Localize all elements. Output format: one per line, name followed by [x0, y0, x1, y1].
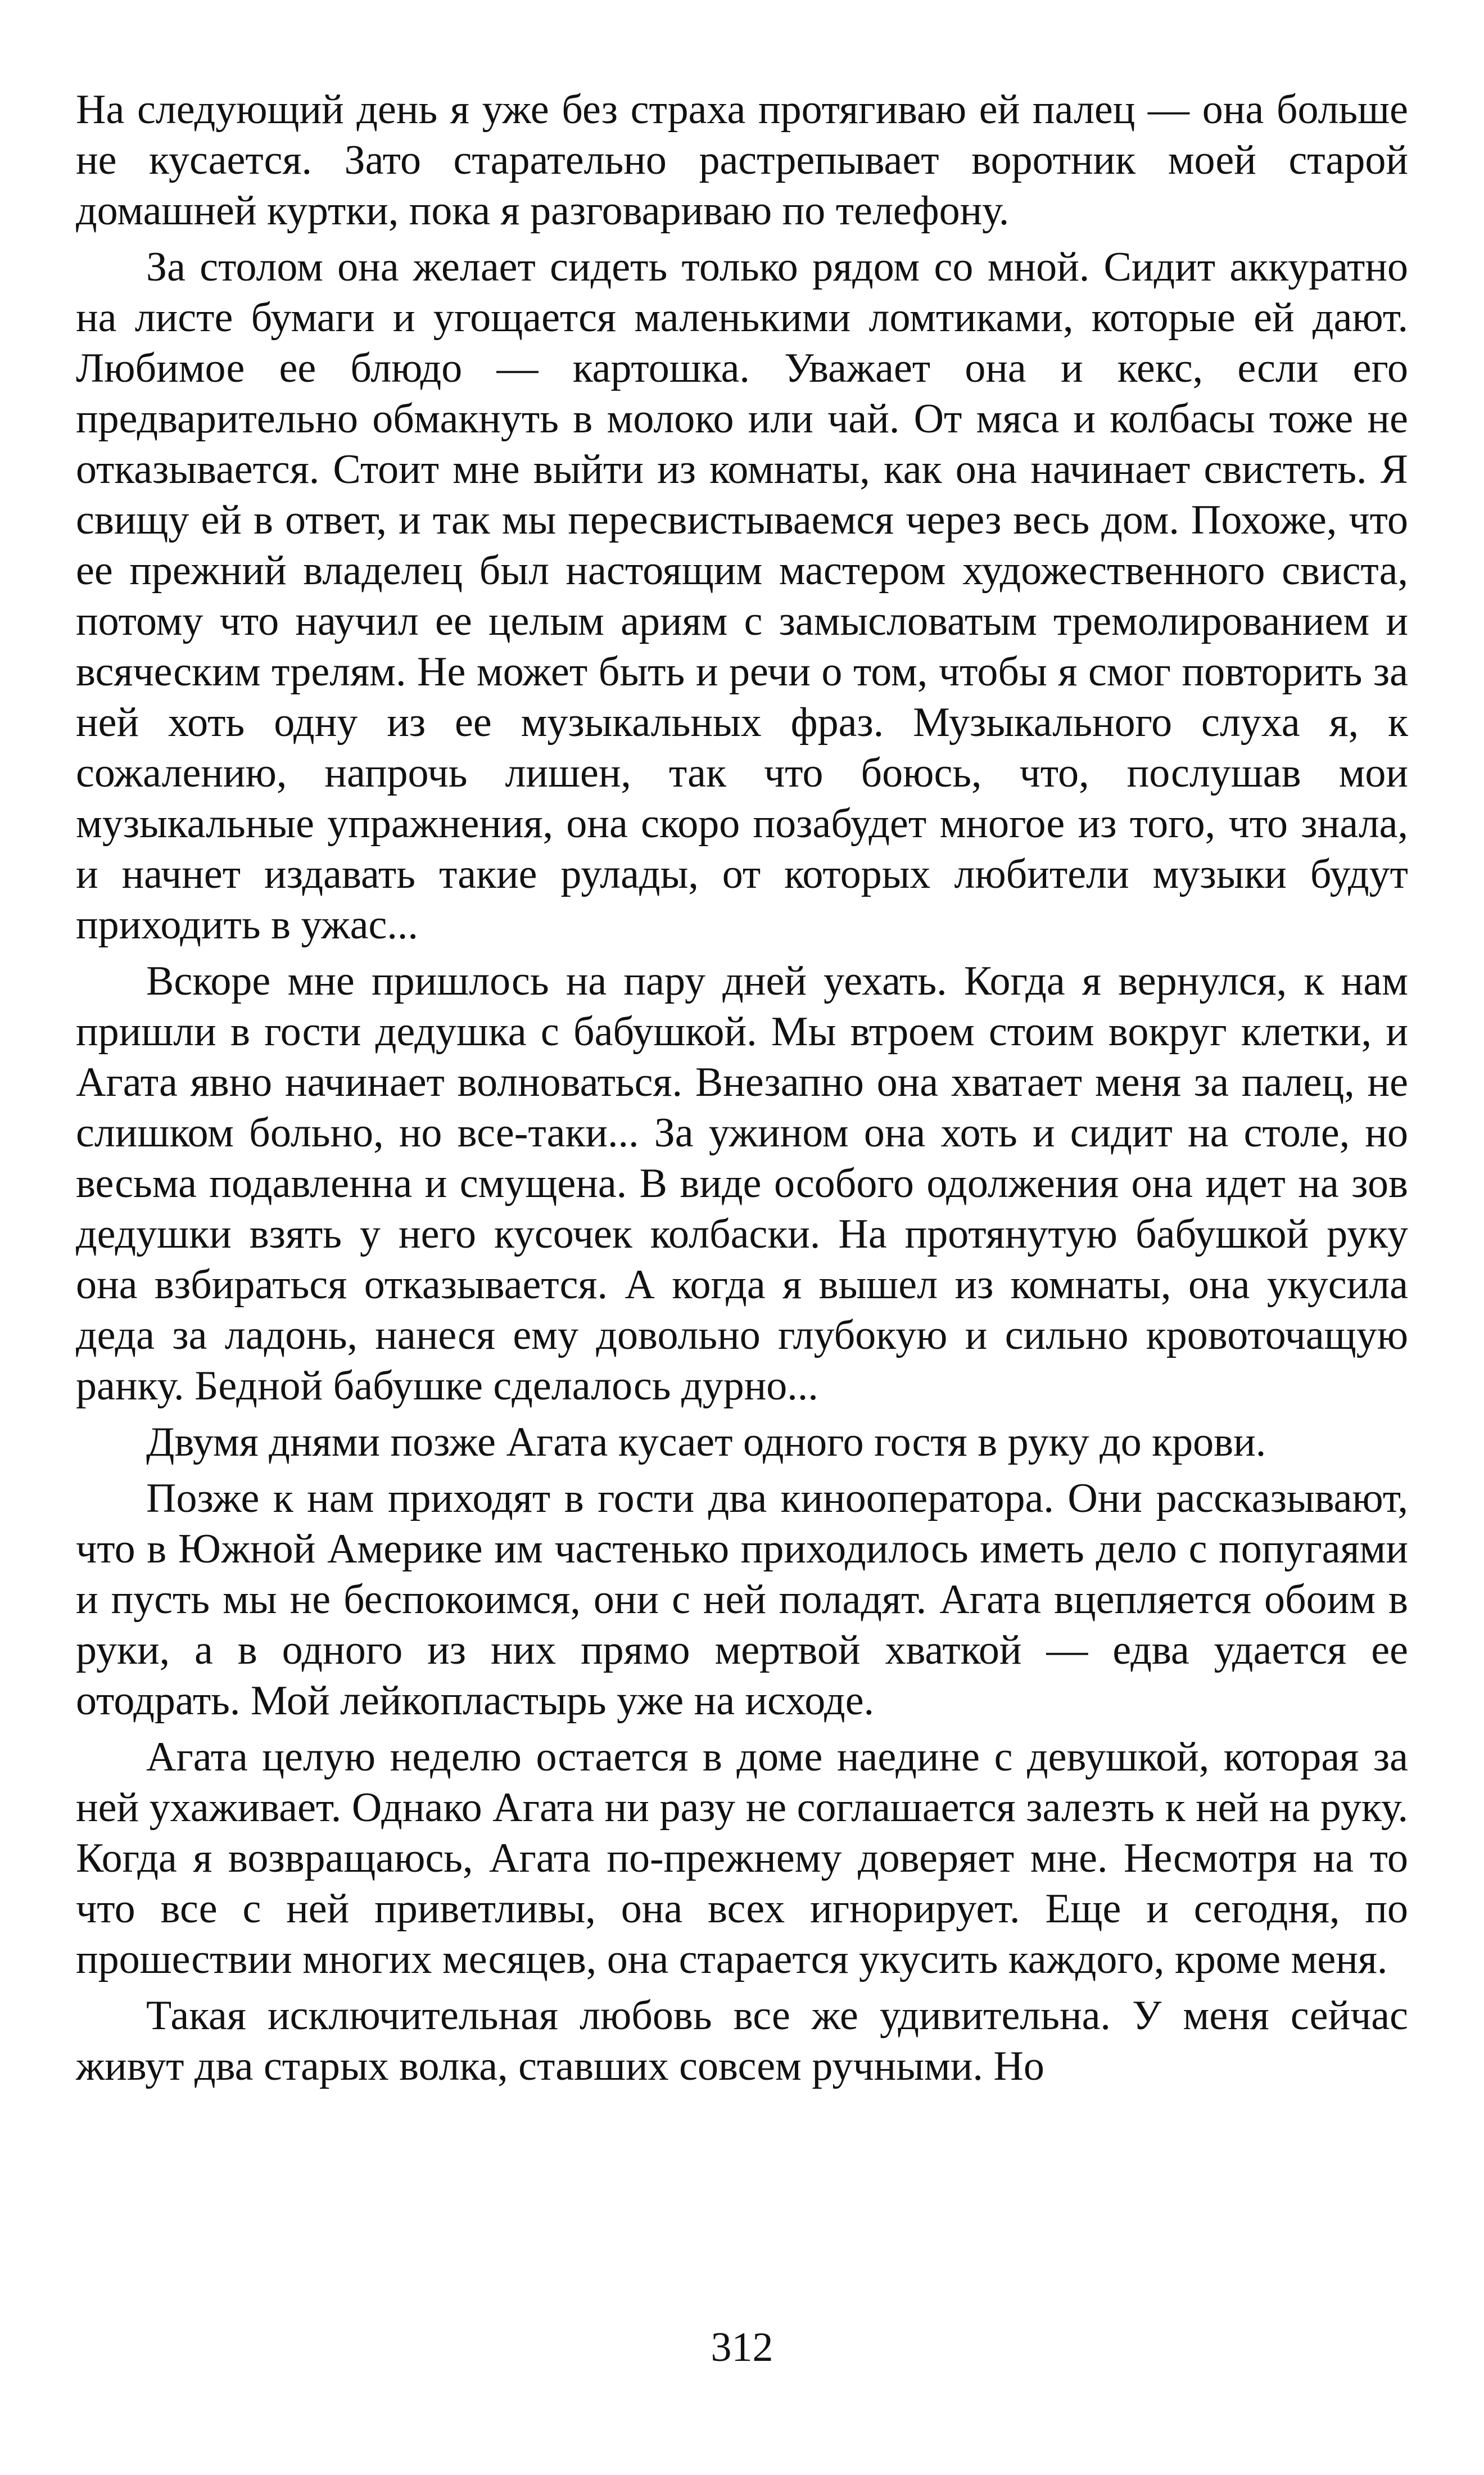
- body-text: [76, 84, 1408, 2097]
- paragraph-7: Такая исключительная любовь все же удивительна. У меня сейчас живут два старых волка, ставших совсем ручными. Но: [76, 1993, 1408, 2089]
- page-number: 312: [711, 2324, 773, 2370]
- paragraph-2: За столом она желает сидеть только рядом со мной. Сидит аккуратно на листе бумаги и угощается маленькими ломтиками, которые ей дают. Любимое ее блюдо — картошка. Уважает она и кекс, если его предварительно обмакнуть в молоко или чай. От мяса и колбасы тоже не отказывается. Стоит мне выйти из комнаты, как она начинает свистеть. Я свищу ей в ответ, и так мы пересвистываемся через весь дом. Похоже, что ее прежний владелец был настоящим мастером художественного свиста, потому что научил ее целым ариям с замысловатым тремолированием и всяческим трелям. Не может быть и речи о том, чтобы я смог повторить за ней хоть одну из ее музыкальных фраз. Музыкального слуха я, к сожалению, напрочь лишен, так что боюсь, что, послушав мои музыкальные упражнения, она скоро позабудет многое из того, что знала, и начнет издавать такие рулады, от которых любители музыки будут приходить в ужас...: [76, 244, 1408, 948]
- paragraph-1: На следующий день я уже без страха протягиваю ей палец — она больше не кусается. Зато старательно растрепывает воротник моей старой домашней куртки, пока я разговариваю по телефону.: [76, 87, 1408, 234]
- paragraph-5: Позже к нам приходят в гости два кинооператора. Они рассказывают, что в Южной Америке им частенько приходилось иметь дело с попугаями и пусть мы не беспокоимся, они с ней поладят. Агата вцепляется обоим в руки, а в одного из них прямо мертвой хваткой — едва удается ее отодрать. Мой лейкопластырь уже на исходе.: [76, 1475, 1408, 1724]
- paragraph-4: Двумя днями позже Агата кусает одного гостя в руку до крови.: [146, 1419, 1266, 1465]
- paragraph-3: Вскоре мне пришлось на пару дней уехать. Когда я вернулся, к нам пришли в гости дедушка с бабушкой. Мы втроем стоим вокруг клетки, и Агата явно начинает волноваться. Внезапно она хватает меня за палец, не слишком больно, но все-таки... За ужином она хоть и сидит на столе, но весьма подавленна и смущена. В виде особого одолжения она идет на зов дедушки взять у него кусочек колбаски. На протянутую бабушкой руку она взбираться отказывается. А когда я вышел из комнаты, она укусила деда за ладонь, нанеся ему довольно глубокую и сильно кровоточащую ранку. Бедной бабушке сделалось дурно...: [76, 958, 1408, 1409]
- paragraph-6: Агата целую неделю остается в доме наедине с девушкой, которая за ней ухаживает. Однако Агата ни разу не соглашается залезть к ней на руку. Когда я возвращаюсь, Агата по-прежнему доверяет мне. Несмотря на то что все с ней приветливы, она всех игнорирует. Еще и сегодня, по прошествии многих месяцев, она старается укусить каждого, кроме меня.: [76, 1734, 1408, 1982]
